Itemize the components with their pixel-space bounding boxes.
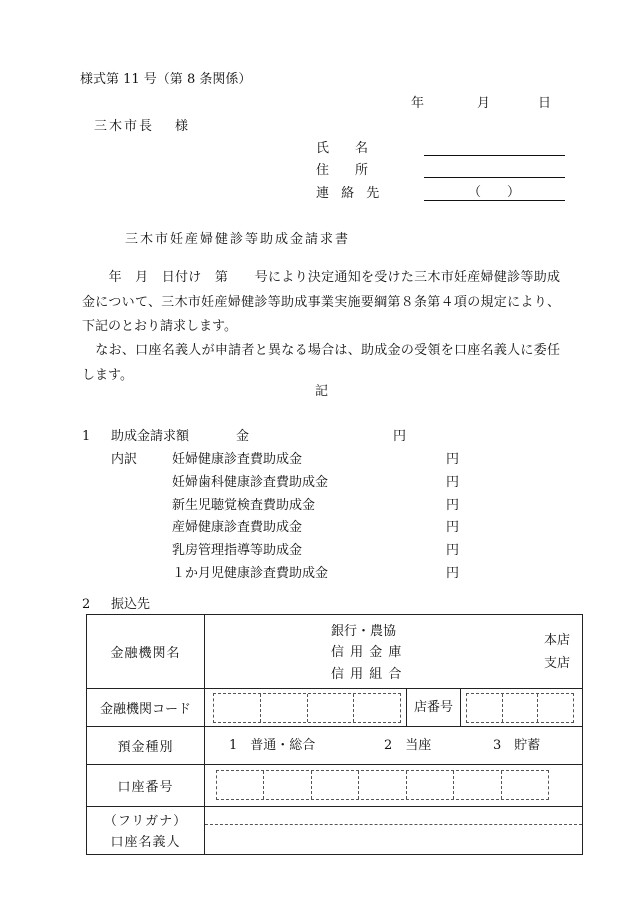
date-year-label: 年 xyxy=(411,96,425,111)
name-field[interactable] xyxy=(424,155,565,156)
contact-field[interactable] xyxy=(424,200,565,201)
breakdown-yen: 円 xyxy=(446,543,460,558)
institution-name-label: 金融機関名 xyxy=(87,615,205,689)
institution-code-input[interactable] xyxy=(213,693,401,723)
breakdown-yen: 円 xyxy=(446,498,460,513)
address-label: 住 所 xyxy=(316,163,369,178)
breakdown-label: 内訳 xyxy=(111,452,138,467)
branch-type-option: 支店 xyxy=(544,656,571,671)
branch-number-input[interactable] xyxy=(466,693,574,723)
breakdown-item: １か月児健康診査費助成金 xyxy=(172,566,329,581)
document-title: 三木市妊産婦健診等助成金請求書 xyxy=(125,232,351,247)
body-paragraph-2: なお、口座名義人が申請者と異なる場合は、助成金の受領を口座名義人に委任します。 xyxy=(82,343,560,383)
institution-type-option: 信 用 組 合 xyxy=(331,667,403,682)
breakdown-item: 妊婦健康診査費助成金 xyxy=(172,452,303,467)
institution-type-option: 信 用 金 庫 xyxy=(331,645,403,660)
holder-label: 口座名義人 xyxy=(110,835,181,850)
furigana-label: （フリガナ） xyxy=(103,814,188,829)
breakdown-yen: 円 xyxy=(446,452,460,467)
institution-type-option: 銀行・農協 xyxy=(331,624,397,639)
name-label: 氏 名 xyxy=(316,141,369,156)
section1-number: 1 xyxy=(82,429,91,444)
breakdown-item: 乳房管理指導等助成金 xyxy=(172,543,303,558)
branch-number-label: 店番号 xyxy=(414,700,454,715)
ki-label: 記 xyxy=(315,384,329,399)
section1-label: 助成金請求額 xyxy=(111,429,190,444)
form-number: 様式第 11 号（第 8 条関係） xyxy=(80,72,252,87)
section2-number: 2 xyxy=(82,597,91,612)
section2-label: 振込先 xyxy=(111,597,151,612)
institution-code-row xyxy=(205,689,583,727)
breakdown-item: 産婦健康診査費助成金 xyxy=(172,520,303,535)
holder-label-cell xyxy=(87,807,205,855)
address-field[interactable] xyxy=(424,177,565,178)
breakdown-item: 新生児聴覚検査費助成金 xyxy=(172,498,316,513)
account-number-label: 口座番号 xyxy=(87,765,205,807)
deposit-type-field[interactable] xyxy=(205,727,583,765)
total-yen: 円 xyxy=(393,429,407,444)
breakdown-yen: 円 xyxy=(446,520,460,535)
kin-label: 金 xyxy=(236,429,250,444)
date-day-label: 日 xyxy=(538,96,552,111)
bank-transfer-table xyxy=(86,614,583,855)
contact-paren: （ ） xyxy=(468,185,521,200)
branch-type-option: 本店 xyxy=(544,633,571,648)
addressee-suffix: 様 xyxy=(175,119,189,134)
breakdown-item: 妊婦歯科健康診査費助成金 xyxy=(172,475,329,490)
institution-code-label: 金融機関コード xyxy=(87,689,205,727)
deposit-option-ordinary[interactable]: 1 普通・総合 xyxy=(229,738,316,753)
body-paragraph-1: 年 月 日付け 第 号により決定通知を受けた三木市妊産婦健診等助成金について、三木市妊産婦健診等助成事業実施要綱第８条第４項の規定により、下記のとおり請求します。 xyxy=(82,270,560,334)
breakdown-yen: 円 xyxy=(446,566,460,581)
contact-label: 連 絡 先 xyxy=(316,186,384,201)
addressee: 三木市長 xyxy=(94,119,155,134)
deposit-option-current[interactable]: 2 当座 xyxy=(384,738,432,753)
deposit-type-label: 預金種別 xyxy=(87,727,205,765)
deposit-option-savings[interactable]: 3 貯蓄 xyxy=(493,738,541,753)
date-month-label: 月 xyxy=(477,96,491,111)
breakdown-yen: 円 xyxy=(446,475,460,490)
furigana-divider xyxy=(205,824,582,825)
account-number-row xyxy=(205,765,583,807)
holder-field[interactable] xyxy=(205,807,583,855)
institution-name-field[interactable] xyxy=(205,615,583,689)
account-number-input[interactable] xyxy=(216,770,549,800)
